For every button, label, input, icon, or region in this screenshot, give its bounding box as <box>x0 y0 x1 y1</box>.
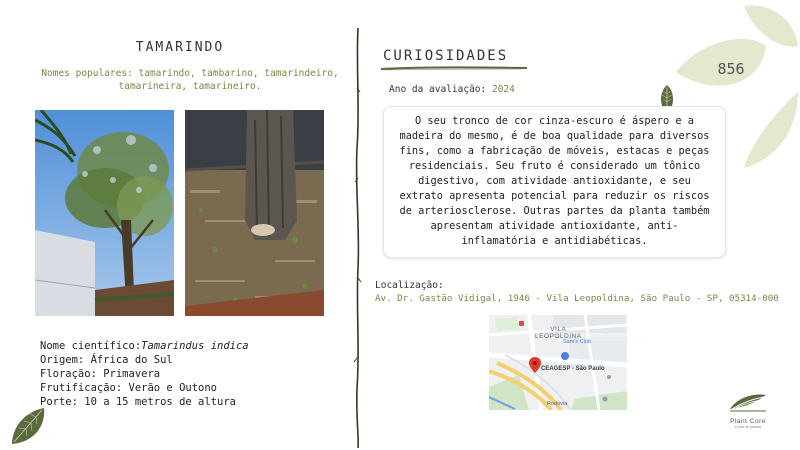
location-label: Localização: <box>375 280 444 291</box>
map-label-place: CEAGESP - São Paulo <box>541 366 605 372</box>
badge-number: 856 <box>717 60 745 78</box>
tree-photo <box>35 110 174 316</box>
year-value: 2024 <box>491 84 515 95</box>
fruiting: Frutificação: Verão e Outono <box>40 382 218 394</box>
brand <box>722 391 774 429</box>
map-label-store: Sam's Club <box>563 339 591 345</box>
location-address[interactable]: Av. Dr. Gastão Vidigal, 1946 - Vila Leopoldina, São Paulo - SP, 05314-000 <box>375 293 779 304</box>
vertical-divider <box>351 28 365 448</box>
location-map[interactable] <box>489 315 627 410</box>
trunk-photo <box>185 110 324 316</box>
map-label-district: VILA LEOPOLDINA <box>535 326 582 340</box>
scientific-name: Tamarindus indica <box>141 340 249 352</box>
curiosities-title: CURIOSIDADES <box>383 48 509 64</box>
flowering: Floração: Primavera <box>40 368 161 380</box>
brand-tagline: a vida de plantas <box>734 425 762 429</box>
evaluation-year <box>389 84 515 95</box>
plant-facts <box>40 339 249 409</box>
leaf-icon <box>6 404 50 448</box>
leaf-lower <box>744 92 798 168</box>
year-label: Ano da avaliação: <box>389 84 487 95</box>
scientific-label: Nome científico: <box>40 340 142 352</box>
curiosities-card: O seu tronco de cor cinza-escuro é áspero e a madeira do mesmo, é de boa qualidade para diversos fins, como a fabricação de móveis, estacas e peças residenciais. Seu fruto é considerado um tônico digestivo, com atividade antioxidante, e seu extrato apresenta potencial para reduzir os riscos de arteriosclerose. Outras partes da planta também apresentam atividade antioxidante, anti-inflamatória e antidiabéticas. <box>383 106 726 258</box>
scientific-name-row <box>40 339 249 353</box>
origin: Origem: África do Sul <box>40 354 173 366</box>
map-pin-icon[interactable] <box>529 357 541 373</box>
map-label-road: Rodovia <box>547 401 568 407</box>
popular-names: Nomes populares: tamarindo, tambarino, tamarindeiro, tamarineira, tamarineiro. <box>41 68 339 92</box>
plant-core-logo <box>728 391 768 413</box>
title-underline <box>381 64 529 72</box>
size: Porte: 10 a 15 metros de altura <box>40 396 236 408</box>
brand-name: Plant Core <box>730 418 766 425</box>
plant-title: TAMARINDO <box>135 40 225 55</box>
